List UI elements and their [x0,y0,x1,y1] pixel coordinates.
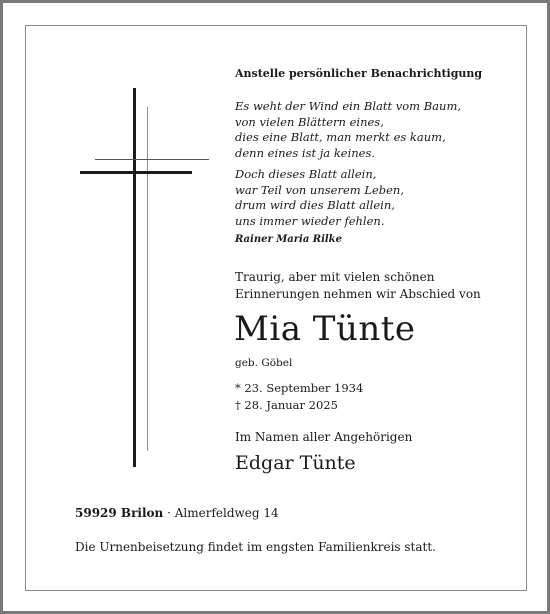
poem-stanza-2 [235,167,404,229]
cross-vertical-bar [133,88,136,467]
poem-stanza-1 [235,99,461,161]
death-date: † 28. Januar 2025 [235,397,338,412]
funeral-note: Die Urnenbeisetzung findet im engsten Familienkreis statt. [75,540,436,554]
poem-line: von vielen Blättern eines, [235,114,384,129]
cross-horizontal-bar [80,171,192,174]
poem-line: Es weht der Wind ein Blatt vom Baum, [235,99,462,113]
poem-line: uns immer wieder fehlen. [235,213,385,228]
behalf-text: Im Namen aller Angehörigen [235,430,413,444]
obituary-page [3,3,547,611]
deceased-name: Mia Tünte [234,309,416,349]
signer-name: Edgar Tünte [235,452,356,474]
life-dates [235,380,363,413]
poem-line: denn eines ist ja keines. [235,145,376,160]
notice-heading: Anstelle persönlicher Benachrichtigung [235,67,483,80]
poem-line: drum wird dies Blatt allein, [235,198,395,212]
address-street: Almerfeldweg 14 [174,506,279,520]
birth-date: * 23. September 1934 [235,381,364,395]
address-separator: · [167,506,171,520]
address-city: 59929 Brilon [75,506,164,520]
cross-horizontal-thin-line [95,159,209,160]
poem-author: Rainer Maria Rilke [235,234,342,245]
intro-line: Traurig, aber mit vielen schönen [235,270,435,284]
address [75,506,279,520]
maiden-name: geb. Göbel [235,357,293,369]
poem-line: Doch dieses Blatt allein, [235,167,377,181]
poem-line: dies eine Blatt, man merkt es kaum, [235,130,446,144]
intro-line: Erinnerungen nehmen wir Abschied von [235,286,481,301]
intro-text [235,269,481,302]
poem-line: war Teil von unserem Leben, [235,182,404,197]
